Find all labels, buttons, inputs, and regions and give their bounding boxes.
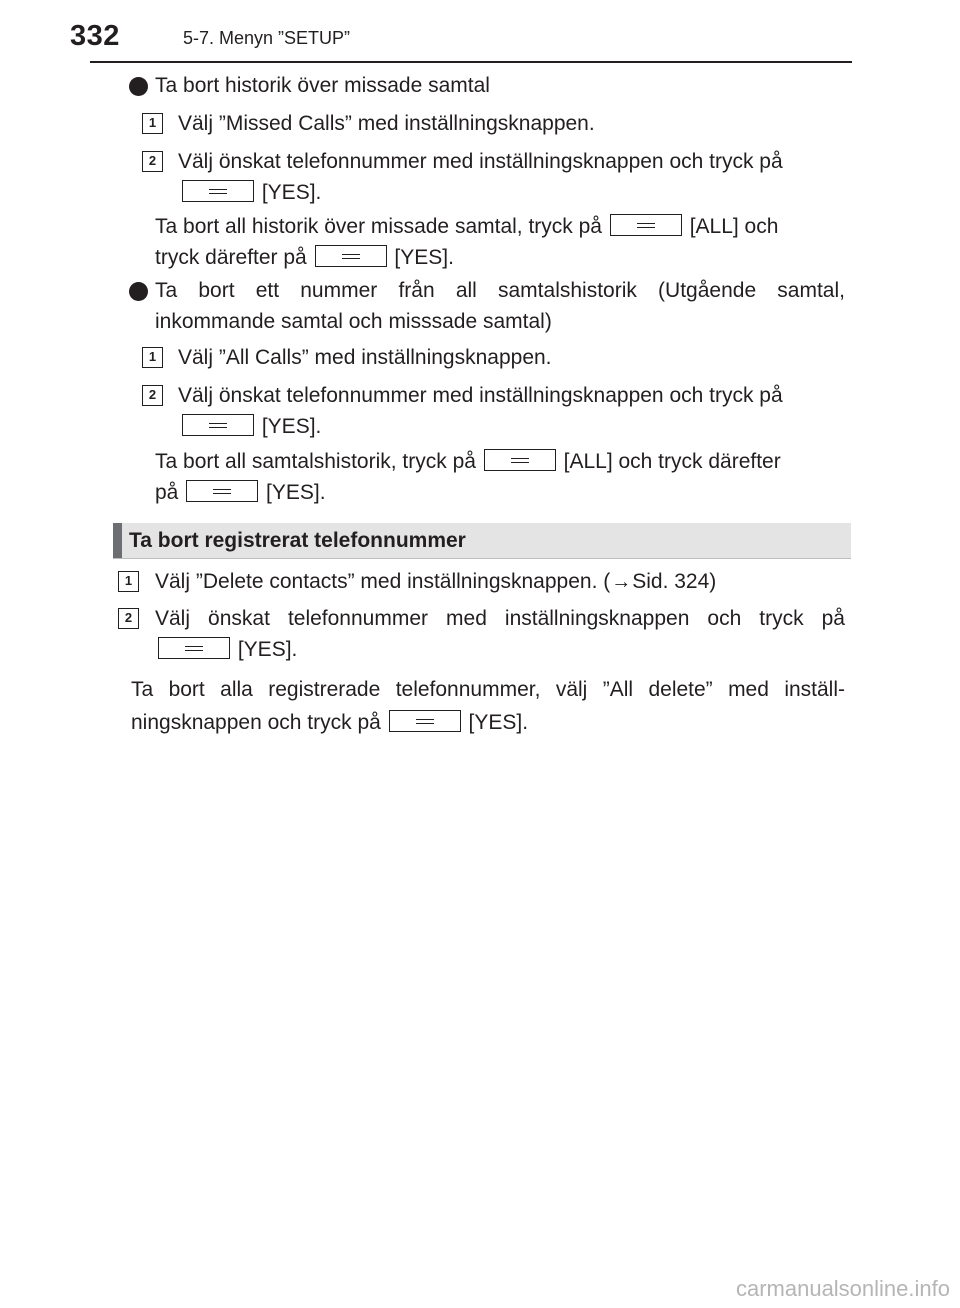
yes-label: [YES].: [261, 181, 322, 204]
block2-title-line2: inkommande samtal och misssade samtal): [155, 310, 552, 333]
block2-note-line2: [155, 480, 326, 506]
step-number-badge: 1: [142, 113, 163, 134]
dial-button-icon: [158, 637, 230, 659]
dial-button-icon: [182, 180, 254, 202]
section-title: 5-7. Menyn ”SETUP”: [183, 28, 351, 48]
page-reference-link[interactable]: Sid. 324): [632, 570, 717, 593]
dial-button-icon: [610, 214, 682, 236]
step-number-badge: 2: [142, 151, 163, 172]
step-number-badge: 2: [142, 385, 163, 406]
note-text: [YES].: [266, 481, 326, 504]
bullet-icon: [129, 282, 148, 301]
yes-label: [YES].: [261, 415, 322, 438]
step-number-badge: 1: [142, 347, 163, 368]
dial-button-icon: [389, 710, 461, 732]
section3-step1-text: [155, 569, 716, 595]
block2-note-line1: [155, 449, 781, 475]
note-text: tryck därefter på: [155, 246, 307, 269]
note-text: [ALL] och tryck därefter: [563, 450, 781, 473]
block1-note-line1: [155, 214, 778, 240]
dial-button-icon: [182, 414, 254, 436]
section-heading-text: Ta bort registrerat telefonnummer: [129, 529, 466, 552]
section3-step2-line2: [156, 637, 297, 663]
step-number-badge: 1: [118, 571, 139, 592]
section3-note-line2: [131, 710, 528, 736]
block2-step1-text: Välj ”All Calls” med inställningsknappen.: [178, 346, 552, 369]
yes-label: [YES].: [237, 638, 298, 661]
block1-title: Ta bort historik över missade samtal: [155, 74, 490, 97]
bullet-icon: [129, 77, 148, 96]
header-rule: [90, 61, 852, 63]
heading-accent-bar: [113, 523, 122, 558]
watermark: carmanualsonline.info: [735, 1276, 950, 1301]
section-heading: [113, 523, 851, 559]
note-text: [ALL] och: [689, 215, 779, 238]
dial-button-icon: [484, 449, 556, 471]
block1-step2-line2: [180, 180, 321, 206]
step-text: Välj ”Delete contacts” med inställningsknappen. (: [155, 570, 611, 593]
note-text: ningsknappen och tryck på: [131, 711, 381, 734]
dial-button-icon: [186, 480, 258, 502]
note-text: på: [155, 481, 179, 504]
arrow-right-icon: →: [611, 571, 632, 593]
dial-button-icon: [315, 245, 387, 267]
note-text: [YES].: [394, 246, 454, 269]
block2-title-line1: Ta bort ett nummer från all samtalshistorik (Utgående samtal,: [155, 279, 845, 302]
section3-note-line1: Ta bort alla registrerade telefonnummer, välj ”All delete” med inställ-: [131, 678, 845, 701]
page-header: [70, 20, 850, 60]
block1-step2-line1: Välj önskat telefonnummer med inställningsknappen och tryck på: [178, 150, 783, 173]
block2-step2-line1: Välj önskat telefonnummer med inställningsknappen och tryck på: [178, 384, 783, 407]
block2-step2-line2: [180, 414, 321, 440]
block1-step1-text: Välj ”Missed Calls” med inställningsknappen.: [178, 112, 595, 135]
section3-step2-line1: Välj önskat telefonnummer med inställningsknappen och tryck på: [155, 607, 845, 630]
note-text: Ta bort all historik över missade samtal, tryck på: [155, 215, 602, 238]
note-text: [YES].: [468, 711, 529, 734]
page-number: 332: [70, 20, 120, 52]
note-text: Ta bort all samtalshistorik, tryck på: [155, 450, 476, 473]
block1-note-line2: [155, 245, 454, 271]
step-number-badge: 2: [118, 608, 139, 629]
